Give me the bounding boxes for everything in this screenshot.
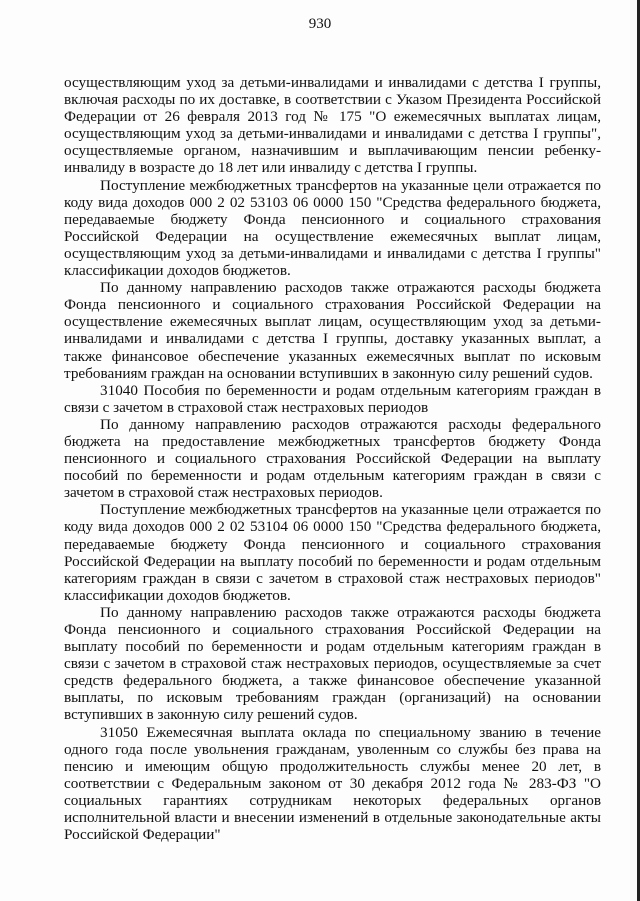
- document-body: [64, 74, 601, 843]
- paragraph-transfers-53103: Поступление межбюджетных трансфертов на указанные цели отражается по коду вида доходов 000 2 02 53103 06 0000 150 "Средства федерального бюджета, передаваемые бюджету Фонда пенсионного и социального страхования Российской Федерации на осуществление ежемесячных выплат лицам, осуществляющим уход за детьми-инвалидами и инвалидами с детства I группы" классификации доходов бюджетов.: [64, 176, 601, 280]
- paragraph-fund-expenses-disabled-care: По данному направлению расходов также отражаются расходы бюджета Фонда пенсионного и социального страхования Российской Федерации на осуществление ежемесячных выплат лицам, осуществляющим уход за детьми-инвалидами и инвалидами с детства I группы, доставку указанных выплат, а также финансовое обеспечение указанных ежемесячных выплат по исковым требованиям граждан на основании вступивших в законную силу решений судов.: [64, 279, 601, 382]
- section-heading-31040: 31040 Пособия по беременности и родам отдельным категориям граждан в связи с зачетом в страховой стаж нестраховых периодов: [64, 381, 601, 416]
- paragraph-continuation: осуществляющим уход за детьми-инвалидами и инвалидами с детства I группы, включая расходы по их доставке, в соответствии с Указом Президента Российской Федерации от 26 февраля 2013 год № 175 "О ежемесячных выплатах лицам, осуществляющим уход за детьми-инвалидами и инвалидами с детства I группы", осуществляемые органом, назначившим и выплачивающим пенсии ребенку-инвалиду в возрасте до 18 лет или инвалиду с детства I группы.: [64, 74, 601, 177]
- paragraph-fund-expenses-maternity: По данному направлению расходов также отражаются расходы бюджета Фонда пенсионного и социального страхования Российской Федерации на выплату пособий по беременности и родам отдельным категориям граждан в связи с зачетом в страховой стаж нестраховых периодов, осуществляемые за счет средств федерального бюджета, а также финансовое обеспечение указанной выплаты, по исковым требованиям граждан (организаций) на основании вступивших в законную силу решений судов.: [64, 603, 601, 724]
- paragraph-transfers-53104: Поступление межбюджетных трансфертов на указанные цели отражается по коду вида доходов 000 2 02 53104 06 0000 150 "Средства федерального бюджета, передаваемые бюджету Фонда пенсионного и социального страхования Российской Федерации на выплату пособий по беременности и родам отдельным категориям граждан в связи с зачетом в страховой стаж нестраховых периодов" классификации доходов бюджетов.: [64, 501, 601, 604]
- page-number: 930: [308, 16, 332, 32]
- section-heading-31050: 31050 Ежемесячная выплата оклада по специальному званию в течение одного года после увольнения гражданам, уволенным со службы без права на пенсию и имеющим общую продолжительность службы менее 20 лет, в соответствии с Федеральным законом от 30 декабря 2012 года № 283-ФЗ "О социальных гарантиях сотрудникам некоторых федеральных органов исполнительной власти и внесении изменений в отдельные законодательные акты Российской Федерации": [64, 723, 601, 844]
- paragraph-federal-budget-maternity: По данному направлению расходов отражаются расходы федерального бюджета на предоставление межбюджетных трансфертов бюджету Фонда пенсионного и социального страхования Российской Федерации на выплату пособий по беременности и родам отдельным категориям граждан в связи с зачетом в страховой стаж нестраховых периодов.: [64, 415, 601, 502]
